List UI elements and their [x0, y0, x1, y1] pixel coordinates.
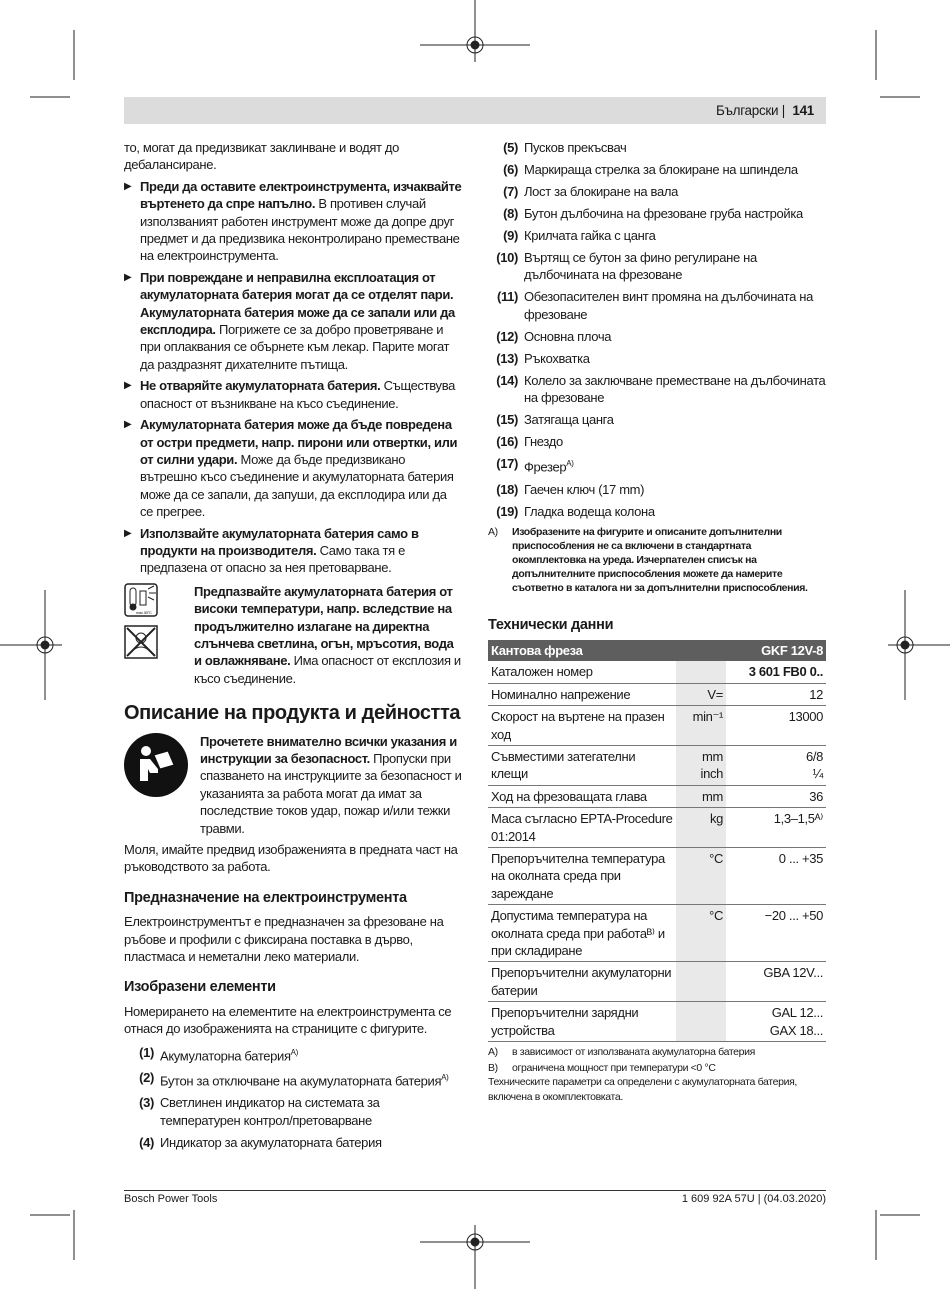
table-row [488, 683, 826, 705]
item-footnote-ref: A) [290, 1047, 298, 1057]
list-item [124, 1134, 462, 1151]
table-row [488, 905, 826, 962]
read-warning-bold: Прочетете внимателно всички указания и инструкции за безопасност. [200, 733, 457, 766]
read-warning [124, 733, 462, 837]
item-number: (9) [503, 228, 518, 243]
bullet-text: Може да бъде предизвикано вътрешно късо съединение и акумулаторната батерия може да се запали, да запуши, да експлодира или да се прегрее. [140, 451, 454, 520]
item-number: (18) [496, 481, 518, 497]
page-footer [124, 1190, 826, 1205]
item-number: (14) [496, 372, 518, 388]
footnote-a: A) Изобразените на фигурите и описаните допълнителни приспособления не са включени в стандартната окомплектовка на уреда. Изчерпателен списък на допълнителните приспособления можете да намерите съответно в каталога ни за допълнителни приспособления. [488, 525, 808, 594]
safety-bullet [124, 416, 462, 520]
item-number: (5) [503, 140, 518, 155]
item-text: Обезопасителен винт промяна на дълбочината на фрезоване [524, 289, 813, 322]
item-text: Бутон за отключване на акумулаторната батерия [160, 1073, 442, 1089]
list-item [488, 503, 826, 520]
figures-note: Моля, имайте предвид изображенията в предната част на ръководството за работа. [124, 842, 458, 875]
item-text: Затягаща цанга [524, 412, 614, 428]
table-row [488, 808, 826, 848]
page-number: 141 [792, 103, 814, 118]
list-item [124, 1094, 462, 1129]
footer-brand: Bosch Power Tools [124, 1193, 218, 1205]
table-row [488, 706, 826, 746]
section-title: Описание на продукта и дейността [124, 702, 461, 725]
row-value: 3 601 FB0 0.. [726, 661, 826, 683]
item-number: (4) [139, 1134, 154, 1150]
row-value: 36 [726, 785, 826, 807]
row-value: 13000 [726, 706, 826, 746]
item-text: Гнездо [524, 434, 563, 450]
list-item [488, 161, 826, 178]
heat-warning-text: Има опасност от експлозия и късо съединение. [194, 653, 461, 686]
row-value: 1,3–1,5ᴬ⁾ [726, 808, 826, 848]
list-item [488, 249, 826, 284]
item-number: (2) [139, 1070, 154, 1086]
row-value: 0 ... +35 [726, 848, 826, 905]
read-warning-text: Пропуски при спазването на инструкциите за безопасност и указанията за работа могат да имат за последствие токов удар, пожар и/или тежки травми. [200, 751, 462, 836]
table-footnote [488, 1061, 826, 1075]
right-column [488, 139, 826, 1105]
table-row [488, 1002, 826, 1042]
item-number: (17) [496, 456, 518, 472]
note-key: A) [488, 1046, 498, 1059]
item-label [524, 503, 655, 520]
item-number: (6) [503, 162, 518, 177]
item-number: (13) [496, 350, 518, 366]
item-number: (8) [503, 206, 518, 221]
temperature-max-icon [124, 583, 158, 617]
row-label: Номинално напрежение [488, 683, 676, 705]
footer-doc-id: 1 609 92A 57U | (04.03.2020) [681, 1193, 826, 1205]
item-label [160, 1094, 462, 1129]
row-unit: min⁻¹ [676, 706, 726, 746]
safety-bullet [124, 269, 462, 373]
item-text: Лост за блокиране на вала [524, 184, 678, 199]
item-number: (10) [496, 250, 518, 265]
list-item [488, 227, 826, 244]
row-label: Препоръчителни зарядни устройства [488, 1002, 676, 1042]
item-label [524, 249, 826, 284]
item-number: (11) [496, 289, 518, 305]
bullet-bold: Преди да оставите електроинструмента, изчаквайте въртенето да спре напълно. [140, 178, 462, 212]
heat-warning-bold: Предпазвайте акумулаторната батерия от високи температури, напр. вследствие на продължително излагане на директна слънчева светлина, огън, мръсотия, вода и овлажняване. [194, 583, 454, 669]
item-text: Гладка водеща колона [524, 503, 655, 519]
item-number: (19) [496, 503, 518, 519]
item-text: Акумулаторна батерия [160, 1048, 291, 1064]
item-footnote-ref: A) [441, 1073, 449, 1083]
row-unit: kg [676, 808, 726, 848]
item-number: (15) [496, 412, 518, 428]
item-label [524, 183, 678, 200]
row-label: Скорост на въртене на празен ход [488, 706, 676, 746]
item-label [524, 227, 655, 244]
row-unit [676, 661, 726, 683]
row-unit: V= [676, 683, 726, 705]
list-item [488, 205, 826, 222]
table-row [488, 661, 826, 683]
row-value: 12 [726, 683, 826, 705]
item-number: (7) [503, 184, 518, 199]
item-label [524, 328, 611, 345]
tech-data-table [488, 640, 826, 1042]
table-head-model: GKF 12V-8 [726, 640, 826, 661]
item-text: Бутон дълбочина на фрезоване груба настройка [524, 206, 803, 221]
bullet-text: Само така тя е предпазена от опасно за нея претоварване. [140, 542, 405, 576]
list-item [488, 350, 826, 367]
page-header: Български | 141 [124, 97, 826, 124]
row-value: GAL 12... GAX 18... [726, 1002, 826, 1042]
safety-bullet [124, 377, 462, 412]
item-label [160, 1069, 448, 1090]
item-text: Светлинен индикатор на системата за температурен контрол/претоварване [160, 1095, 380, 1128]
list-item [488, 328, 826, 345]
intro-text: то, могат да предизвикат заклинване и водят до дебалансиране. [124, 140, 400, 173]
list-item [488, 183, 826, 200]
item-label [524, 433, 563, 450]
components-title: Изобразени елементи [124, 979, 276, 996]
item-text: Въртящ се бутон за фино регулиране на дълбочината на фрезоване [524, 250, 757, 283]
list-item [488, 372, 826, 407]
item-label [524, 411, 614, 428]
bullet-bold: Не отваряйте акумулаторната батерия. [140, 378, 381, 394]
row-unit: mm [676, 785, 726, 807]
bullet-text: Погрижете се за добро проветряване и при оплаквания се обърнете към лекар. Парите могат да раздразнят дихателните пътища. [140, 322, 450, 372]
note-text: ограничена мощност при температури <0 °C [512, 1062, 716, 1075]
item-label [524, 372, 826, 407]
item-label [524, 288, 826, 323]
svg-text:max. 50°C: max. 50°C [136, 609, 152, 615]
item-number: (1) [139, 1044, 154, 1060]
list-item [488, 411, 826, 428]
item-label [160, 1044, 298, 1065]
heat-warning [124, 583, 462, 687]
row-label: Препоръчителни акумулаторни батерии [488, 962, 676, 1002]
item-text: Гаечен ключ (17 mm) [524, 481, 645, 497]
row-value: GBA 12V... [726, 962, 826, 1002]
table-row [488, 745, 826, 785]
note-text: в зависимост от използваната акумулаторна батерия [512, 1046, 756, 1059]
bullet-bold: При повреждане и неправилна експлоатация от акумулаторната батерия могат да се отделят пари. Акумулаторната батерия може да се запали или да експлодира. [140, 269, 455, 338]
table-head-product: Кантова фреза [488, 640, 726, 661]
bullet-text: В противен случай използваният работен инструмент може да допре друг предмет и да предизвика неконтролирано преместване на електроинструмента. [140, 196, 460, 264]
item-text: Крилчата гайка с цанга [524, 228, 656, 243]
list-item [488, 455, 826, 476]
item-text: Колело за заключване преместване на дълбочината на фрезоване [524, 372, 826, 406]
list-item [488, 288, 826, 323]
read-manual-icon [124, 733, 188, 797]
list-item [124, 1044, 462, 1065]
note-key: B) [488, 1062, 498, 1075]
no-sun-fire-water-icon [124, 625, 158, 659]
left-column [124, 139, 462, 1156]
item-label [524, 455, 574, 476]
item-label [524, 350, 590, 367]
table-row [488, 848, 826, 905]
list-item [488, 481, 826, 498]
list-item [124, 1069, 462, 1090]
header-language: Български [715, 103, 779, 118]
safety-bullet [124, 525, 462, 577]
row-label: Ход на фрезоващата глава [488, 785, 676, 807]
bullet-bold: Използвайте акумулаторната батерия само в продукти на производителя. [140, 525, 419, 558]
item-label [524, 161, 798, 178]
table-row [488, 785, 826, 807]
bullet-text: Съществува опасност от възникване на късо съединение. [140, 378, 455, 411]
table-footnote [488, 1045, 826, 1059]
table-row [488, 962, 826, 1002]
components-text: Номерирането на елементите на електроинструмента се отнася до изображенията на страниците с фигурите. [124, 1003, 452, 1037]
closing-note: Техническите параметри са определени с акумулаторната батерия, включена в окомплектовката. [488, 1076, 797, 1104]
row-value: −20 ... +50 [726, 905, 826, 962]
item-text: Пусков прекъсвач [524, 140, 627, 155]
item-label [524, 481, 644, 498]
intended-use-title: Предназначение на електроинструмента [124, 889, 407, 906]
item-text: Фрезер [524, 459, 567, 475]
row-label: Съвместими затегателни клещи [488, 745, 676, 785]
row-label: Маса съгласно EPTA-Procedure 01:2014 [488, 808, 676, 848]
item-number: (12) [496, 328, 518, 344]
item-text: Ръкохватка [524, 350, 590, 366]
item-text: Индикатор за акумулаторната батерия [160, 1134, 382, 1150]
row-label: Допустима температура на околната среда при работаᴮ⁾ и при складиране [488, 905, 676, 962]
row-label: Препоръчителна температура на околната среда при зареждане [488, 848, 676, 905]
item-number: (3) [139, 1095, 154, 1111]
item-text: Маркираща стрелка за блокиране на шпиндела [524, 162, 798, 177]
row-unit [676, 1002, 726, 1042]
item-text: Основна плоча [524, 328, 612, 344]
row-unit: mm inch [676, 745, 726, 785]
item-number: (16) [496, 434, 518, 450]
list-item [488, 139, 826, 156]
safety-bullet [124, 178, 462, 265]
item-footnote-ref: A) [566, 459, 574, 469]
item-label [524, 139, 626, 156]
row-unit: °C [676, 905, 726, 962]
row-label: Каталожен номер [488, 661, 676, 683]
row-value: 6/8 ¼ [726, 745, 826, 785]
row-unit: °C [676, 848, 726, 905]
intended-use-text: Електроинструментът е предназначен за фрезоване на ръбове и профили с фиксирана поставка в дърво, пластмаса и неметални леко материали. [124, 914, 444, 965]
list-item [488, 433, 826, 450]
item-label [160, 1134, 382, 1151]
row-unit [676, 962, 726, 1002]
bullet-bold: Акумулаторната батерия може да бъде повредена от остри предмети, напр. пирони или отвертки, или от силни удари. [140, 417, 458, 467]
tech-data-title: Технически данни [488, 616, 614, 633]
item-label [524, 205, 803, 222]
